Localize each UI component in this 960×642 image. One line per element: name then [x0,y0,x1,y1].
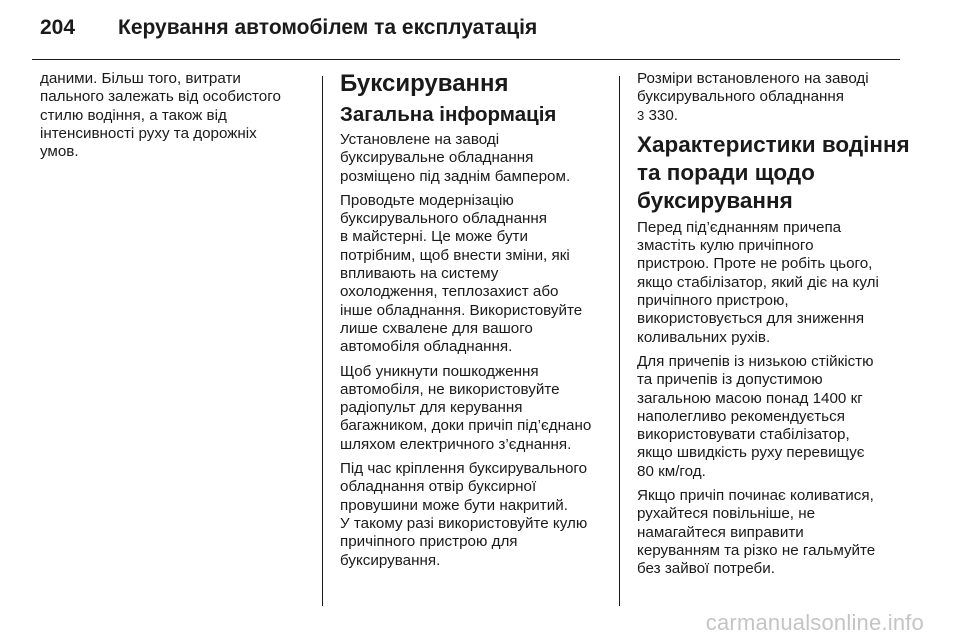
column-3 [637,70,917,585]
paragraph: Якщо причіп починає коливатися, рухайтеся повільніше, не намагайтеся виправити керуванням та різко не гальмуйте без зайвої потреби. [637,487,876,578]
section-title-towing: Буксирування [340,70,509,97]
paragraph: Проводьте модернізацію буксирувального обладнання в майстерні. Це може бути потрібним, щоб внести зміни, які впливають на систему охолодження, теплозахист або інше обладнання. Використовуйте лише схвалене для вашого автомобіля обладнання. [340,191,583,356]
section-title-driving-tips: Характеристики водіння та поради щодо буксирування [637,131,910,213]
page-reference-arrow-icon: 3 [637,107,645,123]
page-number: 204 [40,16,76,39]
column-2 [340,70,612,576]
paragraph: Перед під’єднанням причепа змастіть кулю причіпного пристрою. Проте не робіть цього, якщо стабілізатор, який діє на кулі причіпного пристрою, використовується для зниження коливальних рухів. [637,218,879,346]
watermark: carmanualsonline.info [705,610,924,635]
paragraph: Під час кріплення буксирувального обладнання отвір буксирної провушини може бути накритий. У такому разі використовуйте кулю причіпного пристрою для буксирування. [340,460,588,569]
subsection-title-general-info: Загальна інформація [340,103,557,126]
paragraph-intro [637,70,917,125]
paragraph: даними. Більш того, витрати пального залежать від особистого стилю водіння, а також від інтенсивності руху та дорожніх умов. [40,70,281,161]
page-reference-link[interactable]: 330. [648,106,679,124]
paragraph: Для причепів із низькою стійкістю та причепів із допустимою загальною масою понад 1400 кг наполегливо рекомендується використовувати стабілізатор, якщо швидкість руху перевищує 80 км/год. [637,352,874,480]
paragraph: Установлене на заводі буксирувальне обладнання розміщено під заднім бампером. [340,131,571,185]
column-1 [40,70,310,167]
chapter-title: Керування автомобілем та експлуатація [118,16,538,39]
column-divider [619,76,620,606]
page-header [40,16,920,52]
header-rule [32,59,900,60]
intro-text: Розміри встановленого на заводі буксирувального обладнання [637,70,869,106]
column-divider [322,76,323,606]
paragraph: Щоб уникнути пошкодження автомобіля, не використовуйте радіопульт для керування багажником, доки причіп під’єднано шляхом електричного з’єднання. [340,362,592,453]
